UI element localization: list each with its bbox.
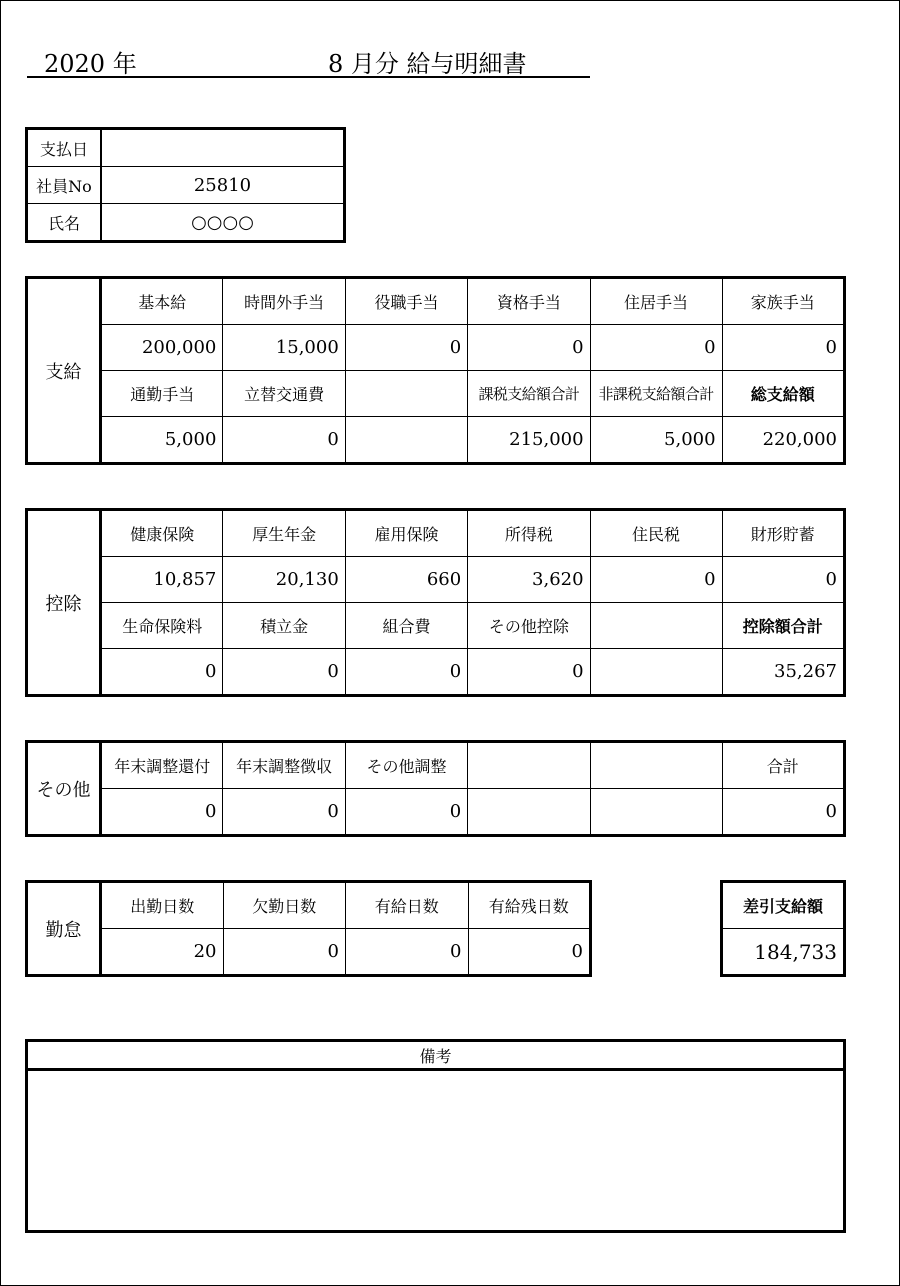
deduction-label: 生命保険料	[101, 603, 223, 649]
gross-pay-value: 220,000	[722, 417, 844, 464]
other-section-label: その他	[27, 742, 101, 836]
attendance-value: 0	[346, 929, 469, 976]
remarks-body	[27, 1070, 845, 1232]
other-total-label: 合計	[722, 742, 844, 789]
deduction-label: 健康保険	[101, 510, 223, 557]
employee-no-label: 社員No	[27, 167, 102, 204]
title-month: 8 月分 給与明細書	[328, 50, 527, 78]
attendance-value: 20	[101, 929, 224, 976]
deduction-value: 0	[101, 649, 223, 696]
attendance-label: 有給日数	[346, 882, 469, 929]
taxable-total-label: 課税支給額合計	[468, 371, 590, 417]
nontaxable-total-label: 非課税支給額合計	[590, 371, 722, 417]
attendance-label: 出勤日数	[101, 882, 224, 929]
net-pay-value: 184,733	[722, 929, 845, 976]
deduction-value: 0	[590, 557, 722, 603]
other-label: 年末調整還付	[101, 742, 223, 789]
payment-value: 0	[722, 325, 844, 371]
other-label: 年末調整徴収	[223, 742, 345, 789]
payment-section-label: 支給	[27, 278, 101, 464]
deduction-label: 組合費	[345, 603, 467, 649]
other-value	[468, 789, 590, 836]
deduction-value: 20,130	[223, 557, 345, 603]
deduction-value: 660	[345, 557, 467, 603]
deduction-total-label: 控除額合計	[722, 603, 844, 649]
payment-value: 200,000	[101, 325, 223, 371]
payment-label: 家族手当	[722, 278, 844, 325]
deduction-value: 0	[345, 649, 467, 696]
other-total-value: 0	[722, 789, 844, 836]
payment-value: 0	[468, 325, 590, 371]
deduction-label: 所得税	[468, 510, 590, 557]
other-adjustments-table	[25, 740, 846, 837]
name-label: 氏名	[27, 204, 102, 242]
other-value: 0	[345, 789, 467, 836]
payment-value: 0	[223, 417, 345, 464]
payment-label: 時間外手当	[223, 278, 345, 325]
deduction-label: 積立金	[223, 603, 345, 649]
deduction-value: 0	[468, 649, 590, 696]
employee-info-table	[25, 127, 346, 243]
other-value: 0	[101, 789, 223, 836]
deduction-value: 0	[722, 557, 844, 603]
payday-label: 支払日	[27, 129, 102, 167]
deduction-label: その他控除	[468, 603, 590, 649]
payment-value	[345, 417, 467, 464]
gross-pay-label: 総支給額	[722, 371, 844, 417]
payment-label: 立替交通費	[223, 371, 345, 417]
payment-value: 15,000	[223, 325, 345, 371]
taxable-total-value: 215,000	[468, 417, 590, 464]
other-value	[590, 789, 722, 836]
deduction-value: 10,857	[101, 557, 223, 603]
deduction-label: 厚生年金	[223, 510, 345, 557]
payment-value: 0	[590, 325, 722, 371]
name-value: ○○○○	[101, 204, 345, 242]
payment-value: 0	[345, 325, 467, 371]
payment-label: 資格手当	[468, 278, 590, 325]
title-year: 2020 年	[44, 50, 137, 78]
deduction-label	[590, 603, 722, 649]
net-pay-table	[720, 880, 846, 977]
employee-no-value: 25810	[101, 167, 345, 204]
other-label	[468, 742, 590, 789]
other-label: その他調整	[345, 742, 467, 789]
nontaxable-total-value: 5,000	[590, 417, 722, 464]
payment-value: 5,000	[101, 417, 223, 464]
payment-label: 通勤手当	[101, 371, 223, 417]
net-pay-label: 差引支給額	[722, 882, 845, 929]
deduction-value: 0	[223, 649, 345, 696]
deduction-value	[590, 649, 722, 696]
payday-value	[101, 129, 345, 167]
attendance-table	[25, 880, 592, 977]
deduction-label: 住民税	[590, 510, 722, 557]
attendance-label: 有給残日数	[468, 882, 591, 929]
other-label	[590, 742, 722, 789]
deduction-label: 財形貯蓄	[722, 510, 844, 557]
remarks-table	[25, 1039, 846, 1233]
payment-label: 基本給	[101, 278, 223, 325]
payment-label: 住居手当	[590, 278, 722, 325]
deduction-label: 雇用保険	[345, 510, 467, 557]
other-value: 0	[223, 789, 345, 836]
deduction-section-label: 控除	[27, 510, 101, 696]
payment-table	[25, 276, 846, 465]
deduction-table	[25, 508, 846, 697]
attendance-label: 欠勤日数	[223, 882, 346, 929]
attendance-value: 0	[223, 929, 346, 976]
deduction-value: 3,620	[468, 557, 590, 603]
payment-label	[345, 371, 467, 417]
remarks-label: 備考	[27, 1041, 845, 1070]
document-title	[27, 44, 590, 78]
attendance-value: 0	[468, 929, 591, 976]
payment-label: 役職手当	[345, 278, 467, 325]
attendance-section-label: 勤怠	[27, 882, 101, 976]
deduction-total-value: 35,267	[722, 649, 844, 696]
